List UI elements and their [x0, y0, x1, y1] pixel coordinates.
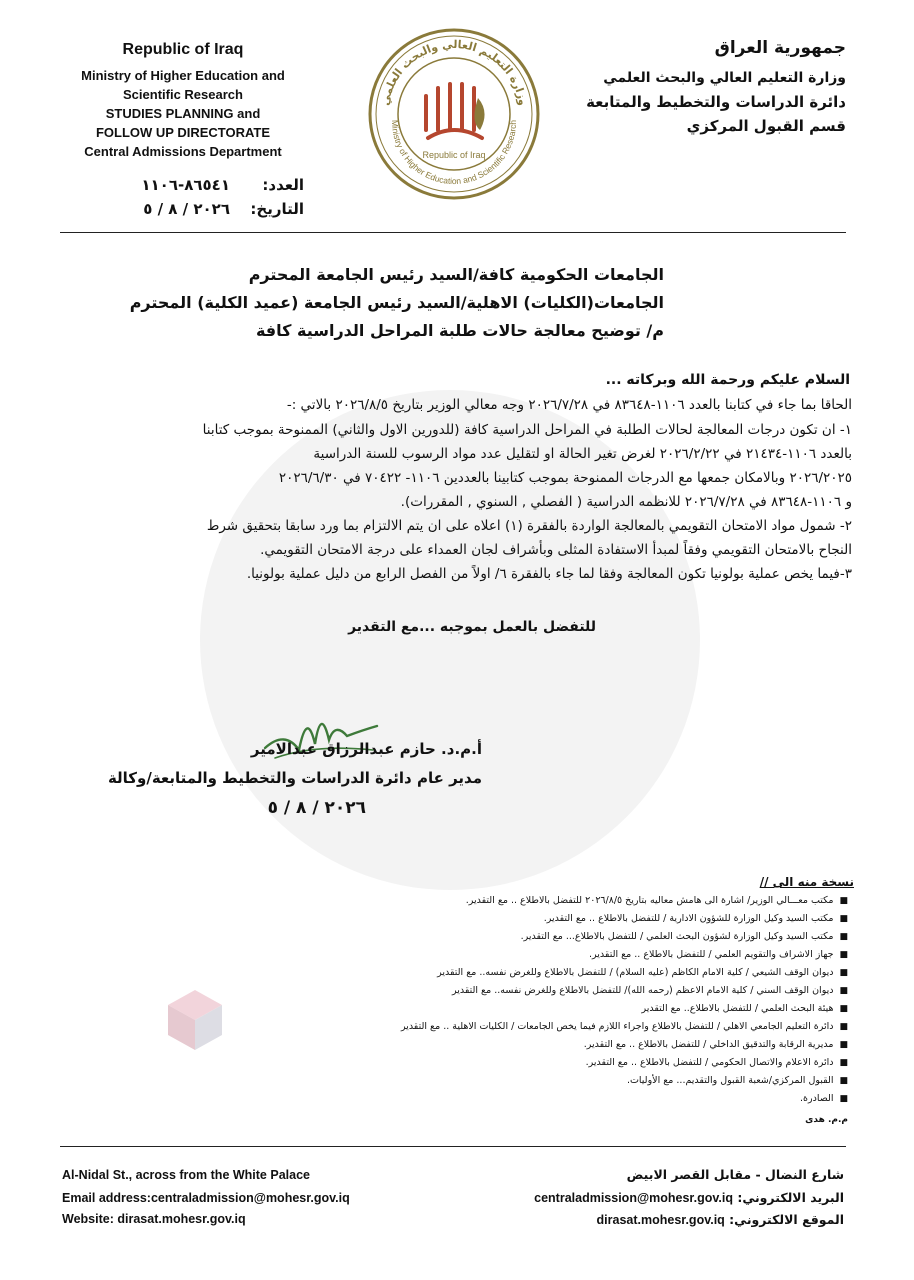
- header-ministry-en-1: Ministry of Higher Education and: [81, 68, 285, 83]
- bullet-icon: ■: [839, 1058, 848, 1068]
- cc-item: ■دائرة التعليم الجامعي الاهلي / للتفضل بالاطلاع واجراء اللازم فيما يخص الجامعات / الكليات الاهلية .. مع التقدير: [400, 1021, 848, 1032]
- addressee-line-2: الجامعات(الكليات) الاهلية/السيد رئيس الجامعة (عميد الكلية) المحترم: [129, 293, 664, 312]
- addressee-line-1: الجامعات الحكومية كافة/السيد رئيس الجامعة المحترم: [248, 265, 664, 284]
- body-line: ٣-فيما يخص عملية بولونيا تكون المعالجة وفقا لما جاء بالفقرة ٦/ اولاً من الفصل الرابع من دليل عملية بولونيا.: [246, 566, 852, 582]
- body-line: النجاح بالامتحان التقويمي وفقاً لمبدأ الاستفادة المثلى وبأشراف لجان العمداء على درجة الامتحان التقويمي.: [260, 542, 852, 558]
- cc-item: ■مكتب معـــالي الوزير/ اشارة الى هامش معاليه بتاريخ ٢٠٢٦/٨/٥ للتفضل بالاطلاع .. مع التقدير.: [465, 895, 848, 906]
- seal-en-text: Ministry of Higher Education and Scientific Research: [389, 119, 519, 186]
- cc-item: ■ديوان الوقف السني / كلية الامام الاعظم (رحمه الله)/ للتفضل بالاطلاع وللغرض نفسه.. مع التقدير: [451, 985, 848, 996]
- header-country-ar: جمهورية العراق: [714, 38, 846, 58]
- cc-initials: م.م. هدى: [805, 1115, 848, 1125]
- greeting: السلام عليكم ورحمة الله وبركاته ...: [605, 372, 850, 388]
- footer-website-en: Website: dirasat.mohesr.gov.iq: [62, 1212, 246, 1226]
- number-value: ٨٦٥٤١-١١٠٦: [141, 176, 230, 194]
- bullet-icon: ■: [839, 1022, 848, 1032]
- bullet-icon: ■: [839, 1040, 848, 1050]
- cc-item: ■جهاز الاشراف والتقويم العلمي / للتفضل بالاطلاع .. مع التقدير.: [589, 949, 848, 960]
- body-line: الحاقا بما جاء في كتابنا بالعدد ١١٠٦-٨٣٦٤٨ في ٢٠٢٦/٧/٢٨ وجه معالي الوزير بتاريخ ٢٠٢٦/٨/٥ بالاتي :-: [286, 397, 852, 413]
- closing-line: للتفضل بالعمل بموجبه ...مع التقدير: [348, 619, 596, 635]
- header-divider: [60, 232, 846, 233]
- footer-email-en: Email address:centraladmission@mohesr.gov.iq: [62, 1191, 350, 1205]
- footer-email-link-en[interactable]: centraladmission@mohesr.gov.iq: [150, 1191, 350, 1205]
- footer-address-en: Al-Nidal St., across from the White Palace: [62, 1168, 310, 1182]
- body-line: و ١١٠٦-٨٣٦٤٨ في ٢٠٢٦/٧/٢٨ للانظمه الدراسية ( الفصلي , السنوي , المقررات).: [400, 494, 852, 510]
- cc-item: ■الصادرة.: [800, 1093, 848, 1104]
- subject-line: م/ توضيح معالجة حالات طلبة المراحل الدراسية كافة: [255, 321, 664, 340]
- signature-date: ٢٠٢٦ / ٨ / ٥: [267, 798, 366, 818]
- cc-item: ■دائرة الاعلام والاتصال الحكومي / للتفضل بالاطلاع .. مع التقدير.: [585, 1057, 848, 1068]
- cc-item: ■القبول المركزي/شعبة القبول والتقديم... مع الأوليات.: [626, 1075, 848, 1086]
- signatory-title: مدير عام دائرة الدراسات والتخطيط والمتابعة/وكالة: [107, 769, 482, 787]
- body-line: بالعدد ١١٠٦-٢١٤٣٤ في ٢٠٢٦/٢/٢٢ لغرض تغير الحالة او لتقليل عدد مواد الرسوب للسنة الدراسية: [313, 446, 852, 462]
- cc-item: ■مكتب السيد وكيل الوزارة لشؤون البحث العلمي / للتفضل بالاطلاع... مع التقدير.: [520, 931, 848, 942]
- header-ministry-en-2: Scientific Research: [123, 87, 243, 102]
- bullet-icon: ■: [839, 1004, 848, 1014]
- bullet-icon: ■: [839, 932, 848, 942]
- header-department-ar: قسم القبول المركزي: [686, 117, 846, 135]
- seal-ar-text: وزارة التعليم العالي والبحث العلمي: [378, 37, 530, 107]
- footer-email-ar: البريد الالكتروني: centraladmission@mohesr.gov.iq: [534, 1190, 844, 1205]
- number-label: العدد:: [262, 176, 304, 194]
- bullet-icon: ■: [839, 1076, 848, 1086]
- bullet-icon: ■: [839, 896, 848, 906]
- cc-heading: نسخة منه الى //: [759, 875, 854, 889]
- seal-country: Republic of Iraq: [422, 150, 486, 160]
- cc-item: ■هيئة البحث العلمي / للتفضل بالاطلاع.. مع التقدير: [641, 1003, 848, 1014]
- body-line: ٢- شمول مواد الامتحان التقويمي بالمعالجة الواردة بالفقرة (١) اعلاه على ان يتم الالتزام بما ورد سابقا بتحقيق شرط: [206, 518, 852, 534]
- header-country-en: Republic of Iraq: [122, 41, 244, 58]
- header-directorate-ar: دائرة الدراسات والتخطيط والمتابعة: [586, 93, 846, 111]
- footer-website-link-ar[interactable]: dirasat.mohesr.gov.iq: [596, 1213, 725, 1227]
- footer-website-link-en[interactable]: dirasat.mohesr.gov.iq: [117, 1212, 246, 1226]
- date-value: ٢٠٢٦ / ٨ / ٥: [143, 200, 230, 218]
- signatory-name: أ.م.د. حازم عبدالرزاق عبدالامير: [250, 740, 482, 758]
- footer-email-link-ar[interactable]: centraladmission@mohesr.gov.iq: [534, 1191, 733, 1205]
- header-directorate-en-1: STUDIES PLANNING and: [105, 106, 261, 121]
- bullet-icon: ■: [839, 950, 848, 960]
- cc-item: ■ديوان الوقف الشيعي / كلية الامام الكاظم (عليه السلام) / للتفضل بالاطلاع وللغرض نفسه.. مع التقدير: [437, 967, 848, 978]
- footer-website-ar: الموقع الالكتروني: dirasat.mohesr.gov.iq: [596, 1212, 844, 1227]
- footer-address-ar: شارع النضال - مقابل القصر الابيض: [626, 1167, 844, 1182]
- cube-logo-watermark: [160, 985, 230, 1055]
- cc-item: ■مكتب السيد وكيل الوزارة للشؤون الادارية / للتفضل بالاطلاع .. مع التقدير.: [543, 913, 848, 924]
- bullet-icon: ■: [839, 1094, 848, 1104]
- cc-item: ■مديرية الرقابة والتدقيق الداخلي / للتفضل بالاطلاع .. مع التقدير.: [583, 1039, 848, 1050]
- header-directorate-en-2: FOLLOW UP DIRECTORATE: [95, 125, 271, 140]
- date-label: التاريخ:: [250, 200, 304, 218]
- bullet-icon: ■: [839, 968, 848, 978]
- header-department-en: Central Admissions Department: [84, 144, 282, 159]
- bullet-icon: ■: [839, 986, 848, 996]
- header-ministry-ar: وزارة التعليم العالي والبحث العلمي: [603, 70, 846, 86]
- body-line: ٢٠٢٦/٢٠٢٥ وبالامكان جمعها مع الدرجات الممنوحة بموجب كتابينا بالعددين ١١٠٦- ٧٠٤٢٢ في ٢٠٢٦/٦/٣٠: [278, 470, 852, 486]
- footer-divider: [60, 1146, 846, 1147]
- bullet-icon: ■: [839, 914, 848, 924]
- ministry-seal: [366, 26, 542, 202]
- handwritten-signature: [255, 700, 385, 770]
- body-line: ١- ان تكون درجات المعالجة لحالات الطلبة في المراحل الدراسية كافة (للدورين الاول والثاني) الممنوحة بموجب كتابنا: [202, 422, 852, 438]
